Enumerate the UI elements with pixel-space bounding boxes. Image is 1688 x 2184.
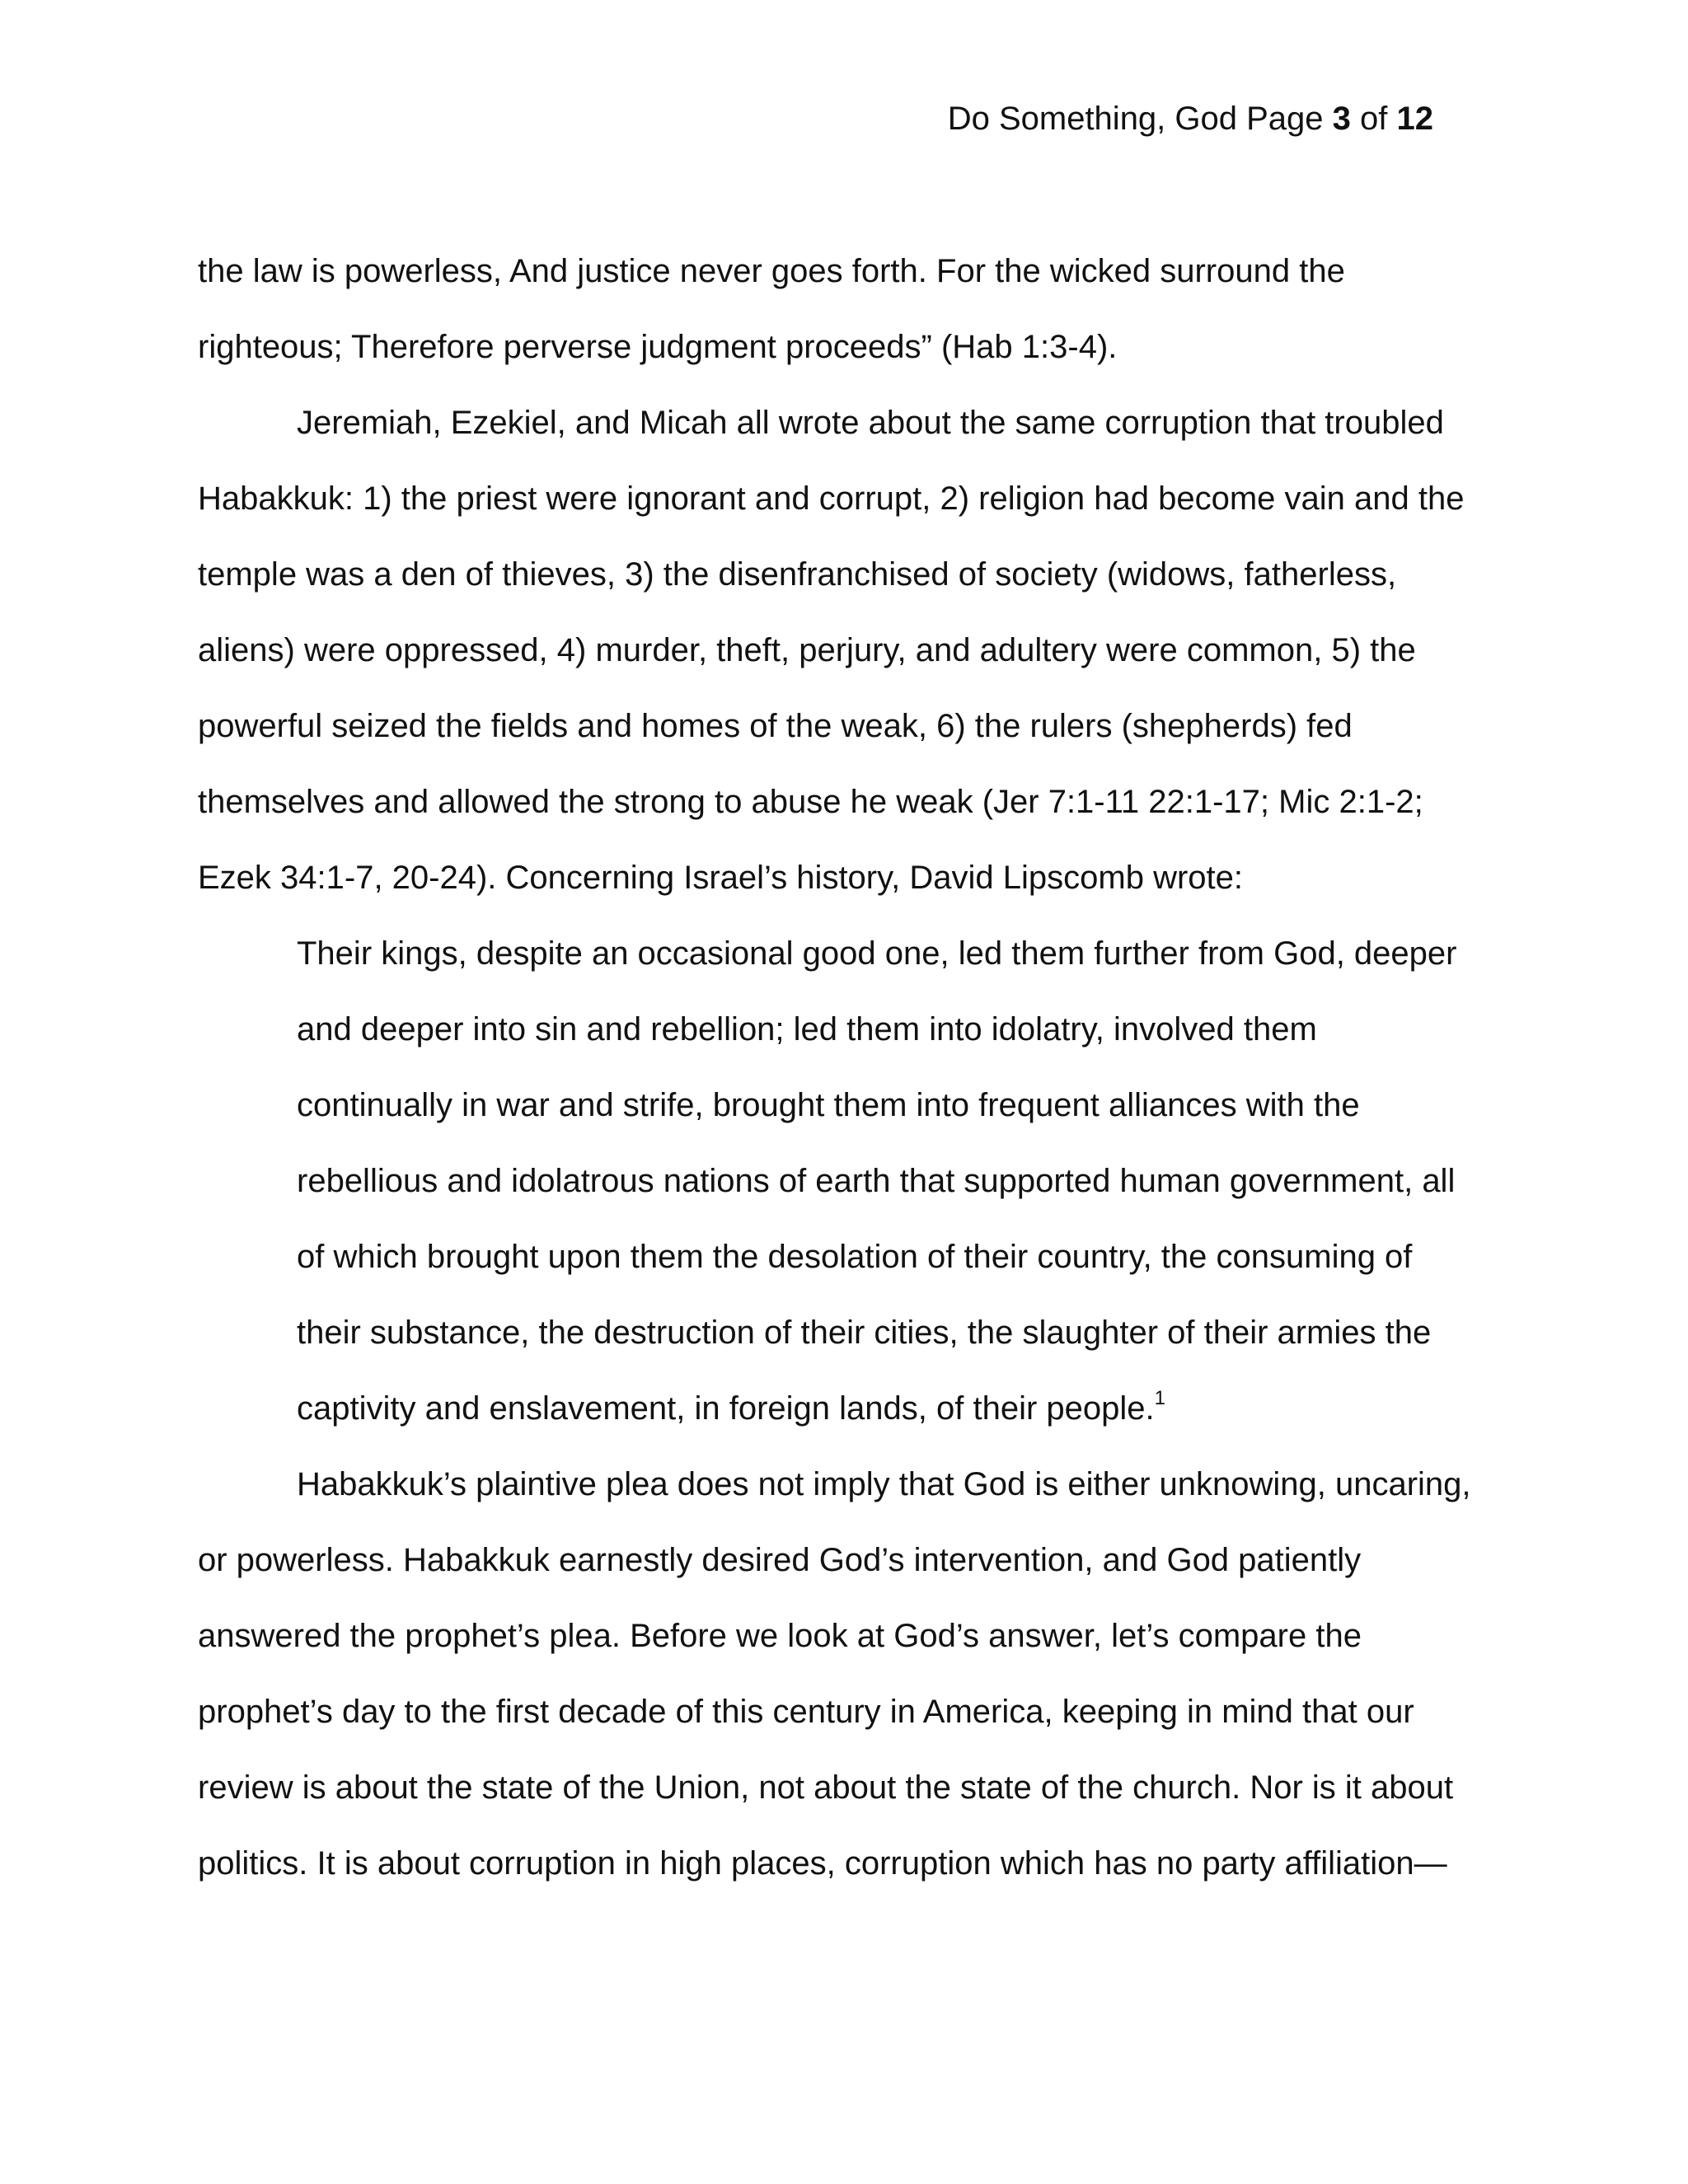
body-line: Ezek 34:1-7, 20-24). Concerning Israel’s history, David Lipscomb wrote: — [198, 860, 1243, 896]
paragraph-first-line: Jeremiah, Ezekiel, and Micah all wrote about the same corruption that troubled — [297, 405, 1444, 441]
page-header — [948, 96, 1433, 142]
body-line: righteous; Therefore perverse judgment proceeds” (Hab 1:3-4). — [198, 329, 1118, 365]
block-quote-line: Their kings, despite an occasional good one, led them further from God, deeper — [297, 935, 1457, 972]
body-line: aliens) were oppressed, 4) murder, theft, perjury, and adultery were common, 5) the — [198, 632, 1416, 668]
paragraph-first-line: Habakkuk’s plaintive plea does not imply that God is either unknowing, uncaring, — [297, 1466, 1471, 1502]
document-body — [198, 233, 1517, 1901]
body-line: powerful seized the fields and homes of the weak, 6) the rulers (shepherds) fed — [198, 708, 1353, 744]
block-quote-line: continually in war and strife, brought them into frequent alliances with the — [297, 1087, 1360, 1123]
block-quote-line: of which brought upon them the desolation of their country, the consuming of — [297, 1239, 1413, 1275]
block-quote-line: their substance, the destruction of their cities, the slaughter of their armies the — [297, 1315, 1432, 1351]
block-quote-line: and deeper into sin and rebellion; led them into idolatry, involved them — [297, 1011, 1317, 1047]
header-page-number: 3 — [1332, 101, 1351, 137]
body-line: Habakkuk: 1) the priest were ignorant and corrupt, 2) religion had become vain and the — [198, 480, 1465, 517]
header-total-pages: 12 — [1396, 101, 1433, 137]
block-quote-text: captivity and enslavement, in foreign lands, of their people. — [297, 1390, 1155, 1427]
header-of-label: of — [1350, 101, 1397, 137]
body-line: prophet’s day to the first decade of this century in America, keeping in mind that our — [198, 1694, 1414, 1730]
body-line: review is about the state of the Union, not about the state of the church. Nor is it about — [198, 1769, 1454, 1806]
body-line: the law is powerless, And justice never goes forth. For the wicked surround the — [198, 253, 1345, 289]
footnote-marker: 1 — [1154, 1386, 1165, 1409]
block-quote-last-line — [198, 1371, 1517, 1446]
header-title: Do Something, God Page — [947, 101, 1333, 137]
block-quote-line: rebellious and idolatrous nations of earth that supported human government, all — [297, 1163, 1456, 1199]
body-line: themselves and allowed the strong to abuse he weak (Jer 7:1-11 22:1-17; Mic 2:1-2; — [198, 784, 1423, 820]
body-line: politics. It is about corruption in high places, corruption which has no party affiliation— — [198, 1845, 1447, 1882]
body-line: answered the prophet’s plea. Before we look at God’s answer, let’s compare the — [198, 1618, 1362, 1654]
body-line: temple was a den of thieves, 3) the disenfranchised of society (widows, fatherless, — [198, 556, 1397, 593]
body-line: or powerless. Habakkuk earnestly desired God’s intervention, and God patiently — [198, 1542, 1362, 1578]
